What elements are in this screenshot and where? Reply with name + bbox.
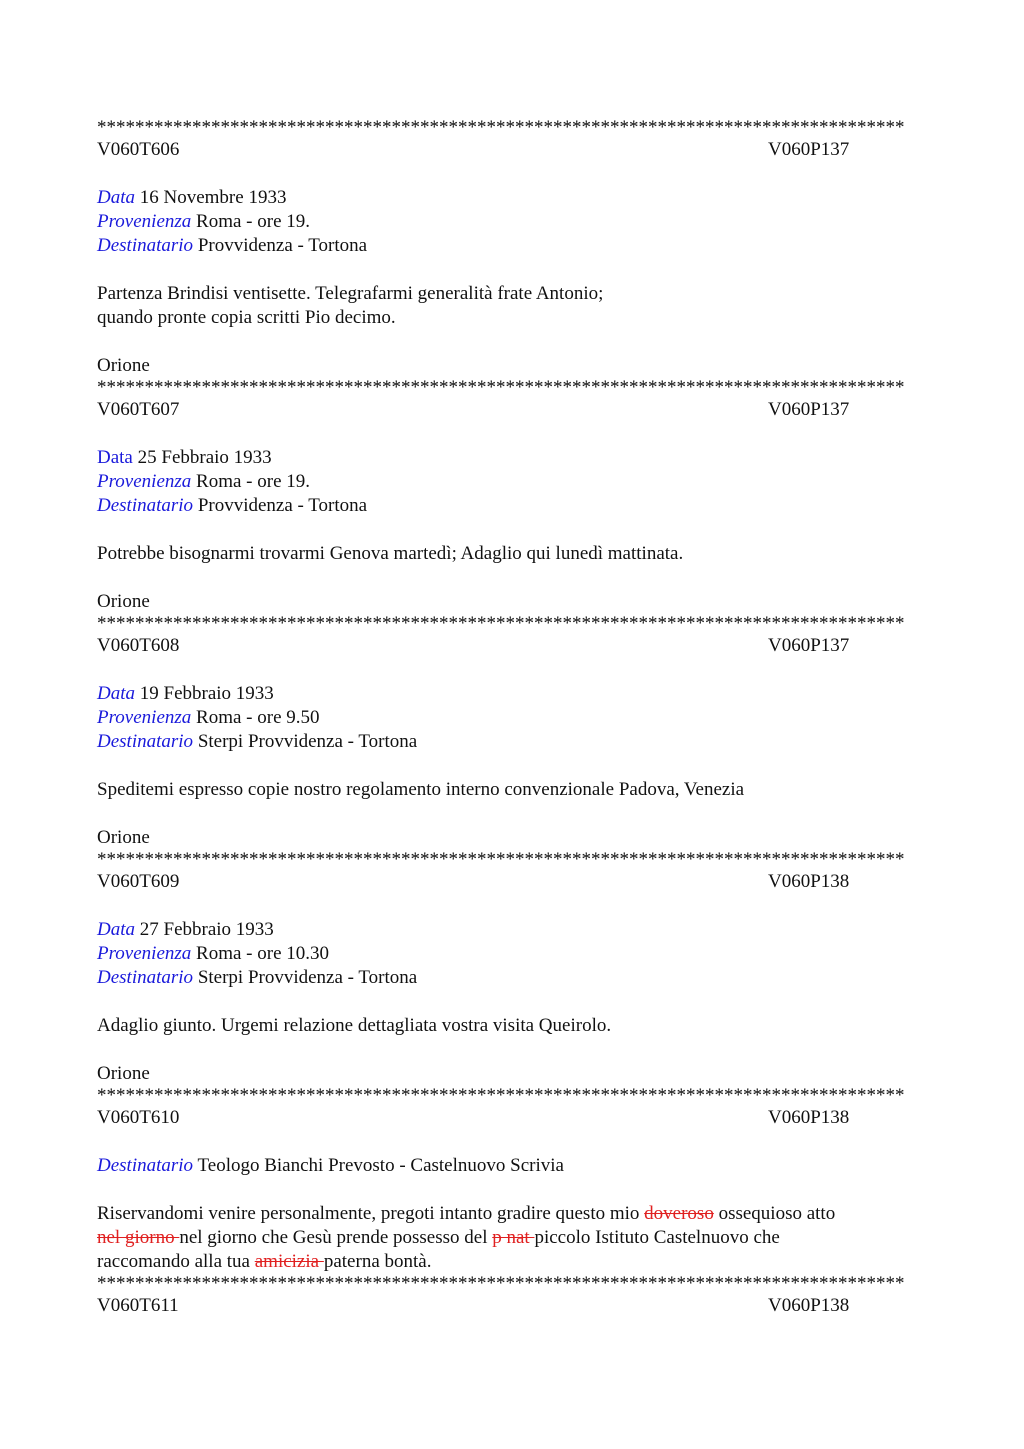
- message-text: paterna bontà.: [323, 1251, 432, 1272]
- recipient-line: [97, 234, 927, 258]
- separator: *************************************************************************************: [97, 1274, 905, 1294]
- origin-value: Roma - ore 9.50: [196, 707, 320, 728]
- entry-code: V060T610: [97, 1107, 180, 1128]
- recipient-label: Destinatario: [97, 1155, 194, 1176]
- message-line: [97, 1226, 927, 1250]
- entry-header: [97, 634, 927, 658]
- entry-header: [97, 1106, 927, 1130]
- date-label: Data: [97, 919, 135, 940]
- page-ref: V060P138: [768, 1295, 850, 1316]
- signature: Orione: [97, 355, 150, 376]
- page-ref: V060P137: [768, 635, 850, 656]
- message-line: quando pronte copia scritti Pio decimo.: [97, 307, 396, 328]
- document-page: [97, 118, 927, 1318]
- recipient-label: Destinatario: [97, 967, 194, 988]
- entry-code: V060T611: [97, 1295, 179, 1316]
- date-value: 19 Febbraio 1933: [139, 683, 274, 704]
- message-text: piccolo Istituto Castelnuovo che: [534, 1227, 780, 1248]
- date-label: Data: [97, 187, 135, 208]
- signature: Orione: [97, 591, 150, 612]
- recipient-value: Provvidenza - Tortona: [197, 495, 368, 516]
- entry-code: V060T607: [97, 399, 180, 420]
- deleted-text: p nat: [492, 1227, 535, 1248]
- recipient-line: [97, 1154, 927, 1178]
- entry-header: [97, 1294, 927, 1318]
- separator: *************************************************************************************: [97, 850, 905, 870]
- date-line: [97, 446, 927, 470]
- date-value: 25 Febbraio 1933: [137, 447, 272, 468]
- recipient-line: [97, 494, 927, 518]
- recipient-line: [97, 966, 927, 990]
- origin-line: [97, 706, 927, 730]
- entry-header: [97, 398, 927, 422]
- recipient-value: Sterpi Provvidenza - Tortona: [197, 967, 418, 988]
- signature: Orione: [97, 1063, 150, 1084]
- entry-header: [97, 138, 927, 162]
- origin-label: Provenienza: [97, 707, 192, 728]
- separator: *************************************************************************************: [97, 614, 905, 634]
- entry-code: V060T608: [97, 635, 180, 656]
- separator: *************************************************************************************: [97, 378, 905, 398]
- date-label: Data: [97, 683, 135, 704]
- separator: *************************************************************************************: [97, 1086, 905, 1106]
- recipient-value: Provvidenza - Tortona: [197, 235, 368, 256]
- origin-line: [97, 942, 927, 966]
- entry-code: V060T606: [97, 139, 180, 160]
- message-line: Partenza Brindisi ventisette. Telegrafarmi generalità frate Antonio;: [97, 283, 604, 304]
- date-value: 27 Febbraio 1933: [139, 919, 274, 940]
- page-ref: V060P137: [768, 399, 850, 420]
- page-ref: V060P137: [768, 139, 850, 160]
- entry-code: V060T609: [97, 871, 180, 892]
- message-line: [97, 1250, 927, 1274]
- date-label: Data: [97, 447, 133, 468]
- message-line: Adaglio giunto. Urgemi relazione dettagliata vostra visita Queirolo.: [97, 1015, 612, 1036]
- message-line: [97, 1202, 927, 1226]
- recipient-label: Destinatario: [97, 731, 194, 752]
- message-text: Riservandomi venire personalmente, pregoti intanto gradire questo mio: [97, 1203, 645, 1224]
- message-line: Speditemi espresso copie nostro regolamento interno convenzionale Padova, Venezia: [97, 779, 745, 800]
- message-text: ossequioso atto: [713, 1203, 836, 1224]
- recipient-line: [97, 730, 927, 754]
- date-line: [97, 682, 927, 706]
- origin-label: Provenienza: [97, 211, 192, 232]
- deleted-text: amicizia: [254, 1251, 324, 1272]
- page-ref: V060P138: [768, 1107, 850, 1128]
- date-value: 16 Novembre 1933: [139, 187, 287, 208]
- deleted-text: nel giorno: [97, 1227, 180, 1248]
- recipient-value: Teologo Bianchi Prevosto - Castelnuovo Scrivia: [197, 1155, 564, 1176]
- message-line: Potrebbe bisognarmi trovarmi Genova martedì; Adaglio qui lunedì mattinata.: [97, 543, 684, 564]
- date-line: [97, 186, 927, 210]
- origin-label: Provenienza: [97, 943, 192, 964]
- message-text: raccomando alla tua: [97, 1251, 255, 1272]
- page-ref: V060P138: [768, 871, 850, 892]
- origin-line: [97, 210, 927, 234]
- origin-value: Roma - ore 10.30: [196, 943, 330, 964]
- deleted-text: doveroso: [644, 1203, 714, 1224]
- recipient-value: Sterpi Provvidenza - Tortona: [197, 731, 418, 752]
- message-text: nel giorno che Gesù prende possesso del: [179, 1227, 493, 1248]
- origin-label: Provenienza: [97, 471, 192, 492]
- separator: *************************************************************************************: [97, 118, 905, 138]
- origin-value: Roma - ore 19.: [196, 471, 311, 492]
- entry-header: [97, 870, 927, 894]
- date-line: [97, 918, 927, 942]
- recipient-label: Destinatario: [97, 235, 194, 256]
- signature: Orione: [97, 827, 150, 848]
- origin-line: [97, 470, 927, 494]
- recipient-label: Destinatario: [97, 495, 194, 516]
- origin-value: Roma - ore 19.: [196, 211, 311, 232]
